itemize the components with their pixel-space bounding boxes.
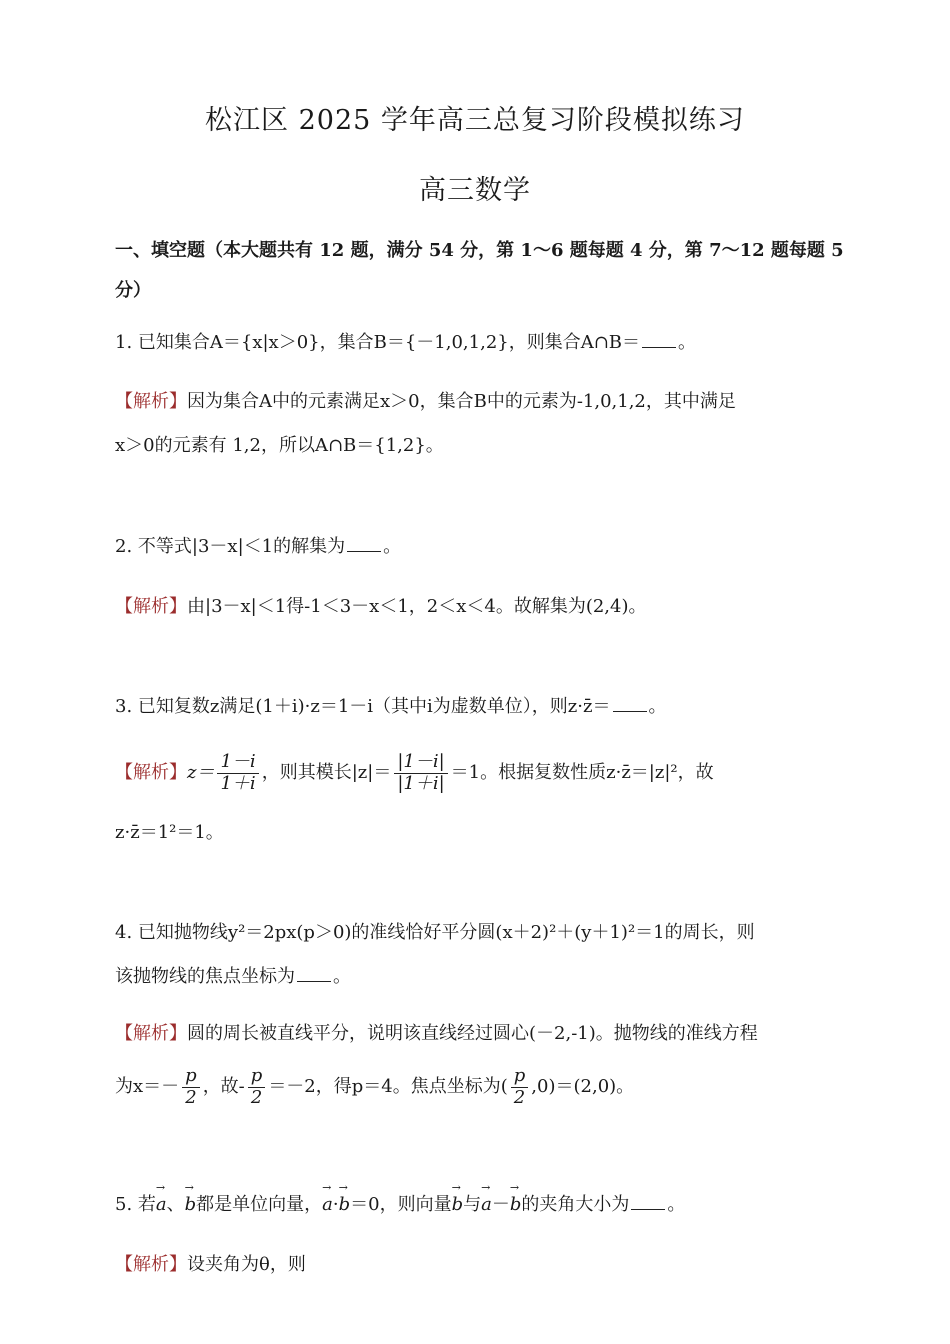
analysis-4-part-b: ，故-: [202, 1076, 245, 1098]
analysis-tag: 【解析】: [115, 1254, 187, 1275]
analysis-4-text: 圆的周长被直线平分，说明该直线经过圆心(－2,-1)。抛物线的准线方程: [187, 1023, 758, 1044]
fraction-numerator: 1－i: [217, 752, 258, 774]
analysis-tag: 【解析】: [115, 596, 187, 617]
vector-b: → b: [339, 1194, 351, 1215]
fraction-denominator: 1＋i: [220, 772, 256, 794]
question-5-part-d: ＝0，则向量: [350, 1194, 452, 1215]
question-3-end: 。: [648, 696, 667, 717]
vector-a: → a: [322, 1194, 333, 1215]
question-4-end: 。: [333, 966, 351, 987]
question-5: [115, 1190, 685, 1216]
question-2-end: 。: [383, 536, 402, 557]
answer-blank: [631, 1193, 665, 1210]
question-5-end: 。: [667, 1194, 686, 1215]
fraction-denominator: 2: [250, 1086, 263, 1108]
question-2-stem: 2. 不等式|3－x|＜1的解集为: [115, 536, 346, 557]
analysis-tag: 【解析】: [115, 391, 187, 412]
question-4-line2: [115, 962, 351, 988]
vector-a: → a: [156, 1194, 167, 1215]
question-4-stem: 该抛物线的焦点坐标为: [115, 966, 295, 987]
analysis-tag: 【解析】: [115, 762, 187, 784]
analysis-4-part-a: 为x＝－: [115, 1076, 180, 1098]
vector-b: → b: [510, 1194, 522, 1215]
vector-b: → b: [185, 1194, 197, 1215]
answer-blank: [347, 535, 381, 552]
separator: 、: [166, 1194, 185, 1215]
analysis-1-text: 因为集合A中的元素满足x＞0，集合B中的元素为-1,0,1,2，其中满足: [187, 391, 736, 412]
fraction-numerator: p: [511, 1066, 529, 1088]
fraction: [511, 1066, 529, 1108]
vector-b: → b: [452, 1194, 464, 1215]
analysis-5-text: 设夹角为θ，则: [187, 1254, 306, 1275]
question-1-end: 。: [678, 332, 697, 353]
analysis-3-part-c: ＝1。根据复数性质z·z̄＝|z|²，故: [450, 762, 714, 784]
fraction-denominator: 2: [513, 1086, 526, 1108]
fraction-numerator: |1－i|: [394, 752, 447, 774]
question-5-part-b: 都是单位向量，: [196, 1194, 323, 1215]
minus-operator: －: [491, 1194, 510, 1215]
question-4-line1: 4. 已知抛物线y²＝2px(p＞0)的准线恰好平分圆(x＋2)²＋(y＋1)²＝1的周长，则: [115, 922, 755, 943]
question-1-stem: 1. 已知集合A＝{x|x＞0}，集合B＝{－1,0,1,2}，则集合A∩B＝: [115, 332, 641, 353]
analysis-1-line2: x＞0的元素有 1,2，所以A∩B＝{1,2}。: [115, 435, 444, 456]
analysis-3-part-b: ，则其模长|z|＝: [261, 762, 392, 784]
answer-blank: [297, 965, 331, 982]
fraction-denominator: 2: [185, 1086, 197, 1108]
page-title: 松江区 2025 学年高三总复习阶段模拟练习: [205, 105, 745, 136]
analysis-4-line2: [115, 1066, 634, 1108]
fraction-numerator: p: [248, 1066, 266, 1088]
question-5-part-e: 与: [463, 1194, 482, 1215]
question-3-stem: 3. 已知复数z满足(1＋i)·z＝1－i（其中i为虚数单位），则z·z̄＝: [115, 696, 611, 717]
analysis-4-part-d: ,0)＝(2,0)。: [531, 1076, 635, 1098]
question-5-part-a: 5. 若: [115, 1194, 156, 1215]
section-heading-line1: 一、填空题（本大题共有 12 题，满分 54 分，第 1～6 题每题 4 分，第 7～12 题每题 5: [115, 240, 844, 261]
page-subtitle: 高三数学: [419, 175, 531, 206]
answer-blank: [642, 331, 676, 348]
fraction: [394, 752, 447, 794]
fraction: [248, 1066, 266, 1108]
analysis-3-part-a: z＝: [187, 762, 215, 784]
answer-blank: [613, 695, 647, 712]
analysis-3-line2: z·z̄＝1²＝1。: [115, 822, 224, 843]
analysis-2: [115, 592, 647, 618]
fraction-numerator: p: [182, 1066, 200, 1088]
question-3: [115, 692, 667, 718]
question-5-part-g: 的夹角大小为: [521, 1194, 630, 1215]
fraction: [217, 752, 258, 794]
analysis-2-text: 由|3－x|＜1得-1＜3－x＜1，2＜x＜4。故解集为(2,4)。: [187, 596, 647, 617]
fraction: [182, 1066, 200, 1108]
analysis-4-part-c: ＝－2，得p＝4。焦点坐标为(: [268, 1076, 508, 1098]
question-1: [115, 328, 696, 354]
section-heading-line2: 分）: [115, 280, 151, 301]
vector-a: → a: [481, 1194, 492, 1215]
analysis-1-line1: [115, 387, 736, 413]
dot-operator: ·: [332, 1194, 339, 1215]
analysis-5-line1: [115, 1250, 306, 1276]
analysis-tag: 【解析】: [115, 1023, 187, 1044]
analysis-4-line1: [115, 1019, 758, 1045]
fraction-denominator: |1＋i|: [397, 772, 445, 794]
question-2: [115, 532, 401, 558]
analysis-3-line1: [115, 752, 714, 794]
